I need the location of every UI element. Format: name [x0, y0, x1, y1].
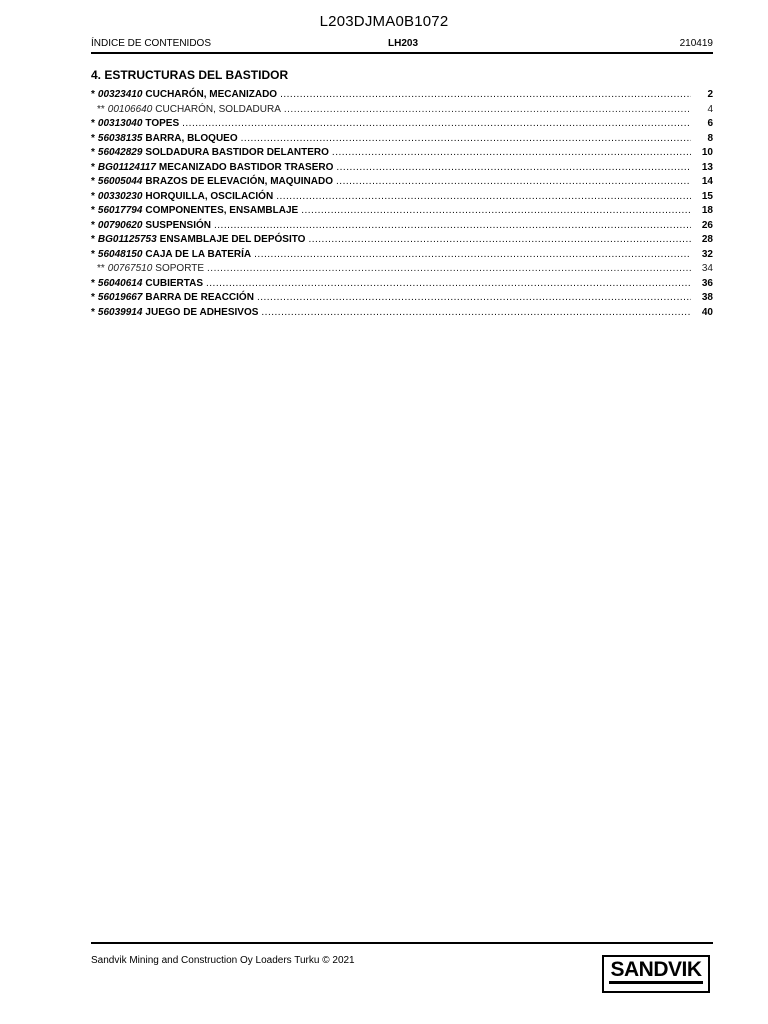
toc-entry-title: CUCHARÓN, SOLDADURA [155, 103, 281, 115]
toc-entry-title: SOPORTE [155, 263, 205, 274]
toc-entry[interactable] [91, 205, 713, 220]
toc-entry-title: TOPES [145, 118, 180, 129]
toc-entry-page: 14 [701, 176, 713, 187]
toc-entry-code: 56040614 [97, 277, 143, 289]
toc-entry-code: 56048150 [97, 248, 143, 260]
toc-entry-title: CAJA DE LA BATERÍA [145, 248, 252, 260]
toc-entry-code: 56039914 [97, 306, 143, 318]
logo-underline-bar [609, 981, 703, 984]
toc-entry-marker: * [91, 161, 95, 173]
toc-entry-marker: * [91, 219, 95, 231]
header-date-code: 210419 [679, 38, 713, 49]
toc-entry-title: SOLDADURA BASTIDOR DELANTERO [145, 147, 329, 158]
toc-entry-title: SUSPENSIÓN [145, 219, 211, 231]
toc-entry[interactable] [91, 278, 713, 293]
toc-entry[interactable] [91, 249, 713, 264]
header-model: LH203 [388, 38, 419, 49]
toc-entry-page: 26 [701, 219, 713, 231]
toc-entry-code: 00106640 [107, 103, 153, 115]
toc-entry[interactable] [91, 263, 713, 278]
toc-entry-marker: * [91, 89, 95, 100]
toc-entry-code: 56017794 [97, 205, 143, 216]
toc-entry-page: 10 [701, 147, 713, 158]
toc-entry-marker: * [91, 248, 95, 260]
toc-entry-page: 4 [707, 103, 713, 115]
toc-entry-leader-dots [214, 220, 691, 231]
toc-entry-title: JUEGO DE ADHESIVOS [145, 306, 259, 318]
toc-entry-page: 13 [701, 161, 713, 173]
toc-entry-title: ENSAMBLAJE DEL DEPÓSITO [159, 234, 306, 245]
toc-entry-page: 6 [707, 118, 713, 129]
toc-entry-leader-dots [308, 234, 691, 245]
header-rule [91, 52, 713, 54]
toc-entry[interactable] [91, 234, 713, 249]
toc-entry-leader-dots [276, 191, 691, 202]
toc-entry-leader-dots [301, 205, 691, 216]
toc-entry-code: 00323410 [97, 89, 143, 100]
toc-entry-code: 56005044 [97, 176, 143, 187]
toc-entry-page: 15 [701, 190, 713, 202]
toc-entry-leader-dots [284, 104, 691, 115]
toc-entry-page: 40 [701, 306, 713, 318]
toc-entry-page: 38 [701, 292, 713, 303]
toc-entry-leader-dots [257, 292, 691, 303]
toc-entry-page: 2 [707, 89, 713, 100]
toc-entry-title: BARRA DE REACCIÓN [145, 292, 254, 303]
toc-entry[interactable] [91, 292, 713, 307]
toc-entry[interactable] [91, 191, 713, 206]
toc-entry-leader-dots [336, 176, 691, 187]
toc-entry[interactable] [91, 118, 713, 133]
toc-entry-page: 18 [701, 205, 713, 216]
document-id: L203DJMA0B1072 [319, 13, 449, 30]
toc-entry-marker: * [91, 205, 95, 216]
toc-entry-code: 00313040 [97, 118, 143, 129]
toc-entry-leader-dots [254, 249, 691, 260]
toc-entry-code: BG01124117 [97, 161, 156, 173]
toc-entry-marker: * [91, 176, 95, 187]
toc-entry-leader-dots [241, 133, 691, 144]
toc-entry-code: 00767510 [107, 263, 153, 274]
toc-entry-page: 34 [701, 263, 713, 274]
toc-entry-page: 32 [701, 248, 713, 260]
toc-entry-leader-dots [280, 89, 691, 100]
logo-wordmark: SANDVIK [610, 958, 702, 981]
section-title: 4. ESTRUCTURAS DEL BASTIDOR [91, 68, 289, 82]
toc-entry-leader-dots [336, 162, 691, 173]
toc-entry-page: 36 [701, 277, 713, 289]
toc-entry-marker: ** [97, 263, 105, 274]
toc-entry-marker: * [91, 292, 95, 303]
toc-entry-title: HORQUILLA, OSCILACIÓN [145, 190, 274, 202]
toc-entry-code: BG01125753 [97, 234, 157, 245]
toc-entry-code: 00790620 [97, 219, 143, 231]
header-section-label: ÍNDICE DE CONTENIDOS [91, 38, 212, 49]
footer-rule [91, 942, 713, 944]
toc-entry[interactable] [91, 307, 713, 322]
toc-entry[interactable] [91, 162, 713, 177]
toc-entry-title: BARRA, BLOQUEO [145, 132, 238, 144]
toc-entry-marker: * [91, 147, 95, 158]
toc-entry-code: 56019667 [97, 292, 143, 303]
toc-entry[interactable] [91, 104, 713, 119]
table-of-contents [91, 89, 713, 321]
toc-entry-code: 56038135 [97, 132, 143, 144]
toc-entry[interactable] [91, 147, 713, 162]
toc-entry-title: COMPONENTES, ENSAMBLAJE [145, 205, 299, 216]
toc-entry-marker: ** [97, 103, 105, 115]
toc-entry-marker: * [91, 277, 95, 289]
toc-entry-leader-dots [206, 278, 691, 289]
toc-entry-marker: * [91, 306, 95, 318]
toc-entry-title: BRAZOS DE ELEVACIÓN, MAQUINADO [145, 176, 334, 187]
toc-entry[interactable] [91, 133, 713, 148]
toc-entry-code: 56042829 [97, 147, 143, 158]
toc-entry-leader-dots [332, 147, 691, 158]
footer-copyright: Sandvik Mining and Construction Oy Loaders Turku © 2021 [91, 955, 355, 966]
toc-entry-leader-dots [182, 118, 691, 129]
toc-entry-leader-dots [261, 307, 691, 318]
toc-entry-marker: * [91, 190, 95, 202]
toc-entry-code: 00330230 [97, 190, 143, 202]
toc-entry[interactable] [91, 89, 713, 104]
toc-entry-page: 28 [701, 234, 713, 245]
toc-entry-marker: * [91, 118, 95, 129]
toc-entry-leader-dots [207, 263, 691, 274]
sandvik-logo [602, 955, 710, 993]
toc-entry-title: MECANIZADO BASTIDOR TRASERO [158, 161, 334, 173]
toc-entry-marker: * [91, 132, 95, 144]
toc-entry[interactable] [91, 220, 713, 235]
toc-entry-marker: * [91, 234, 95, 245]
toc-entry[interactable] [91, 176, 713, 191]
toc-entry-page: 8 [707, 132, 713, 144]
toc-entry-title: CUCHARÓN, MECANIZADO [145, 89, 278, 100]
toc-entry-title: CUBIERTAS [145, 277, 203, 289]
